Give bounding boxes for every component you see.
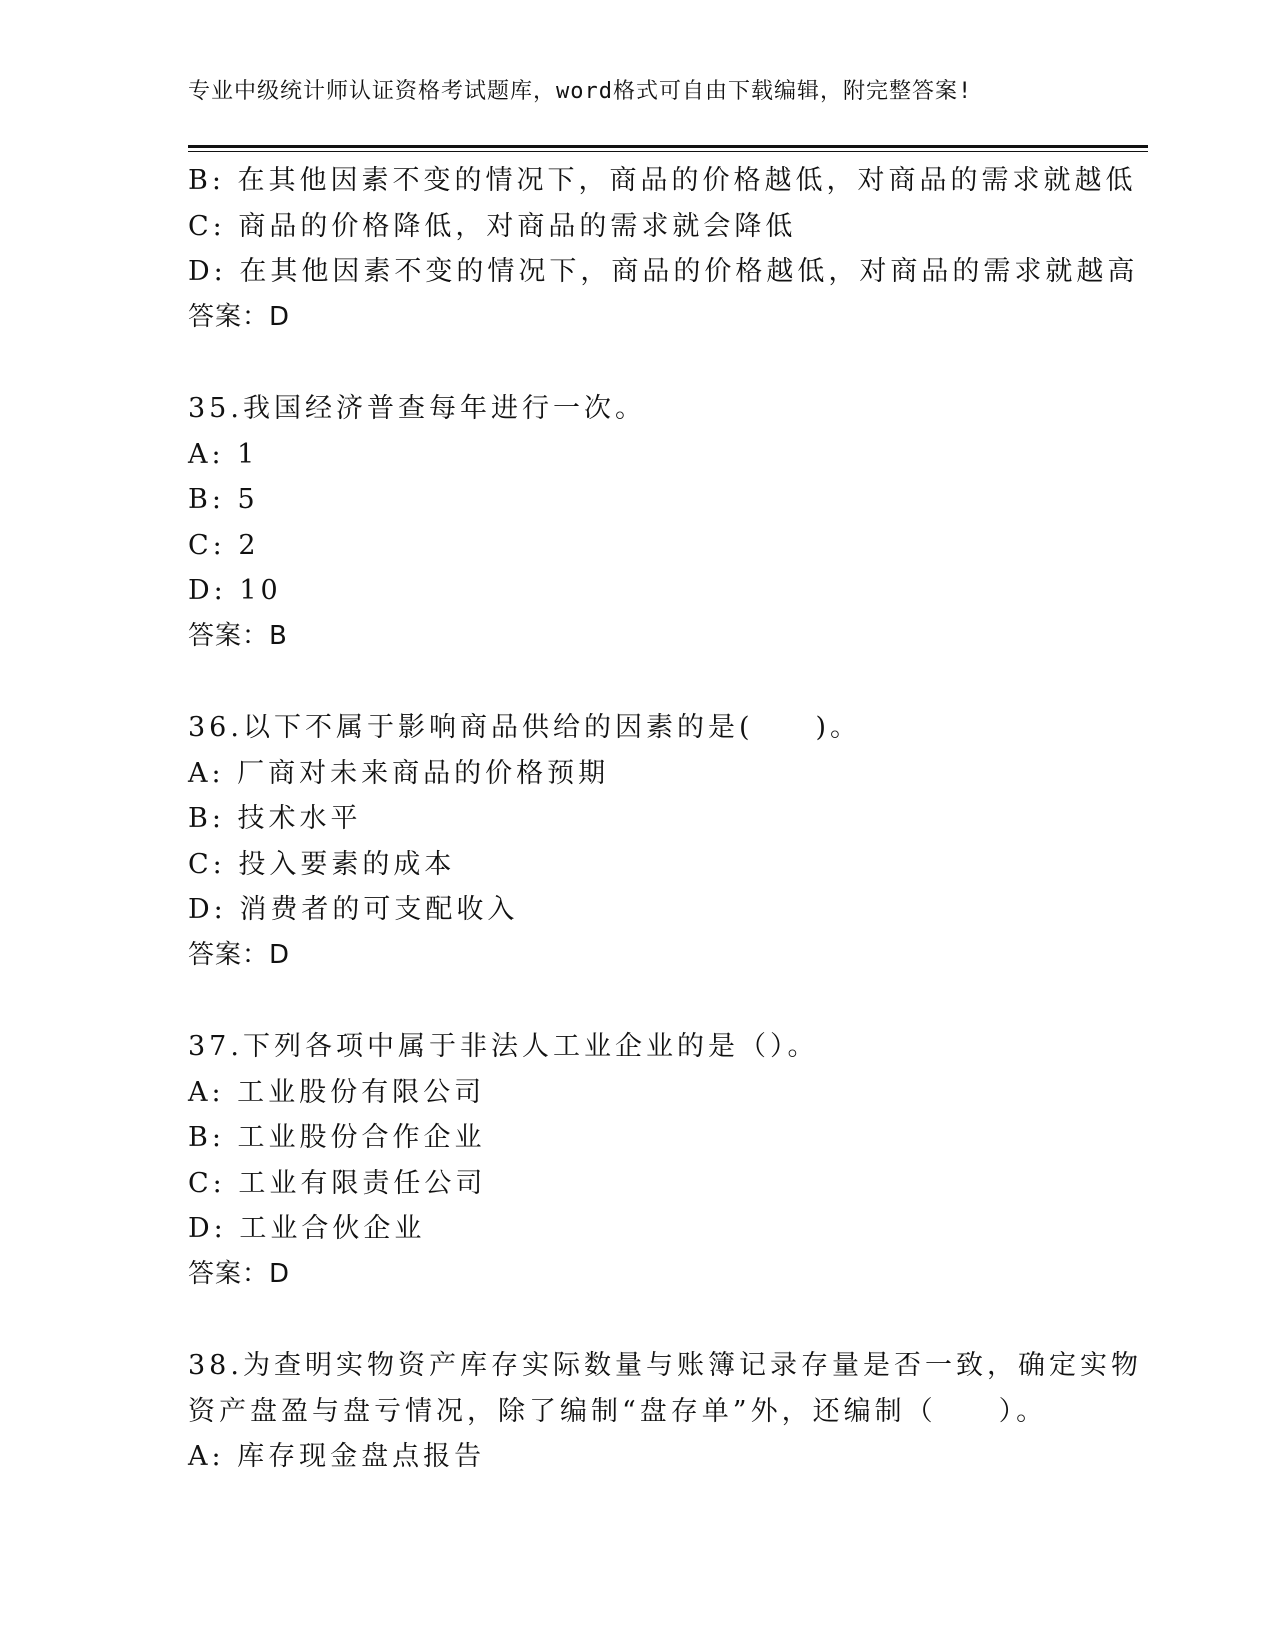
- question-text-line-2: 资产盘盈与盘亏情况，除了编制“盘存单”外，还编制（ ）。: [188, 1395, 1048, 1427]
- question-37: [188, 1024, 1148, 1297]
- question-36: [188, 705, 1148, 978]
- answer: 答案：D: [188, 301, 291, 332]
- option-a: A: 库存现金盘点报告: [188, 1441, 486, 1472]
- option-d: D: 10: [188, 575, 282, 606]
- header-rule-thick: [188, 145, 1148, 148]
- question-text: 35.我国经济普查每年进行一次。: [188, 393, 646, 424]
- question-text-line-1: 38.为查明实物资产库存实际数量与账簿记录存量是否一致，确定实物: [188, 1350, 1142, 1381]
- question-text: 37.下列各项中属于非法人工业企业的是（）。: [188, 1031, 819, 1062]
- option-c: C: 商品的价格降低，对商品的需求就会降低: [188, 210, 797, 242]
- question-list: [188, 158, 1148, 1480]
- option-b: B: 在其他因素不变的情况下，商品的价格越低，对商品的需求就越低: [188, 165, 1137, 196]
- question-34-continued: [188, 158, 1148, 340]
- option-d: D: 在其他因素不变的情况下，商品的价格越低，对商品的需求就越高: [188, 256, 1139, 287]
- option-d: D: 消费者的可支配收入: [188, 894, 519, 925]
- option-a: A: 1: [188, 438, 259, 470]
- option-b: B: 工业股份合作企业: [188, 1122, 486, 1153]
- answer: 答案：D: [188, 1258, 291, 1289]
- question-35: [188, 386, 1148, 659]
- question-38: [188, 1343, 1148, 1480]
- option-c: C: 投入要素的成本: [188, 848, 456, 880]
- answer: 答案：D: [188, 939, 291, 970]
- option-a: A: 厂商对未来商品的价格预期: [188, 757, 610, 789]
- header-rule-thin: [188, 151, 1148, 152]
- option-c: C: 工业有限责任公司: [188, 1167, 487, 1199]
- option-b: B: 5: [188, 484, 259, 515]
- option-b: B: 技术水平: [188, 803, 362, 834]
- question-text: 36.以下不属于影响商品供给的因素的是( )。: [188, 712, 862, 743]
- option-c: C: 2: [188, 529, 260, 561]
- option-a: A: 工业股份有限公司: [188, 1076, 486, 1108]
- option-d: D: 工业合伙企业: [188, 1213, 426, 1244]
- page-header: 专业中级统计师认证资格考试题库，word格式可自由下载编辑，附完整答案!: [188, 79, 973, 104]
- answer: 答案：B: [188, 620, 288, 651]
